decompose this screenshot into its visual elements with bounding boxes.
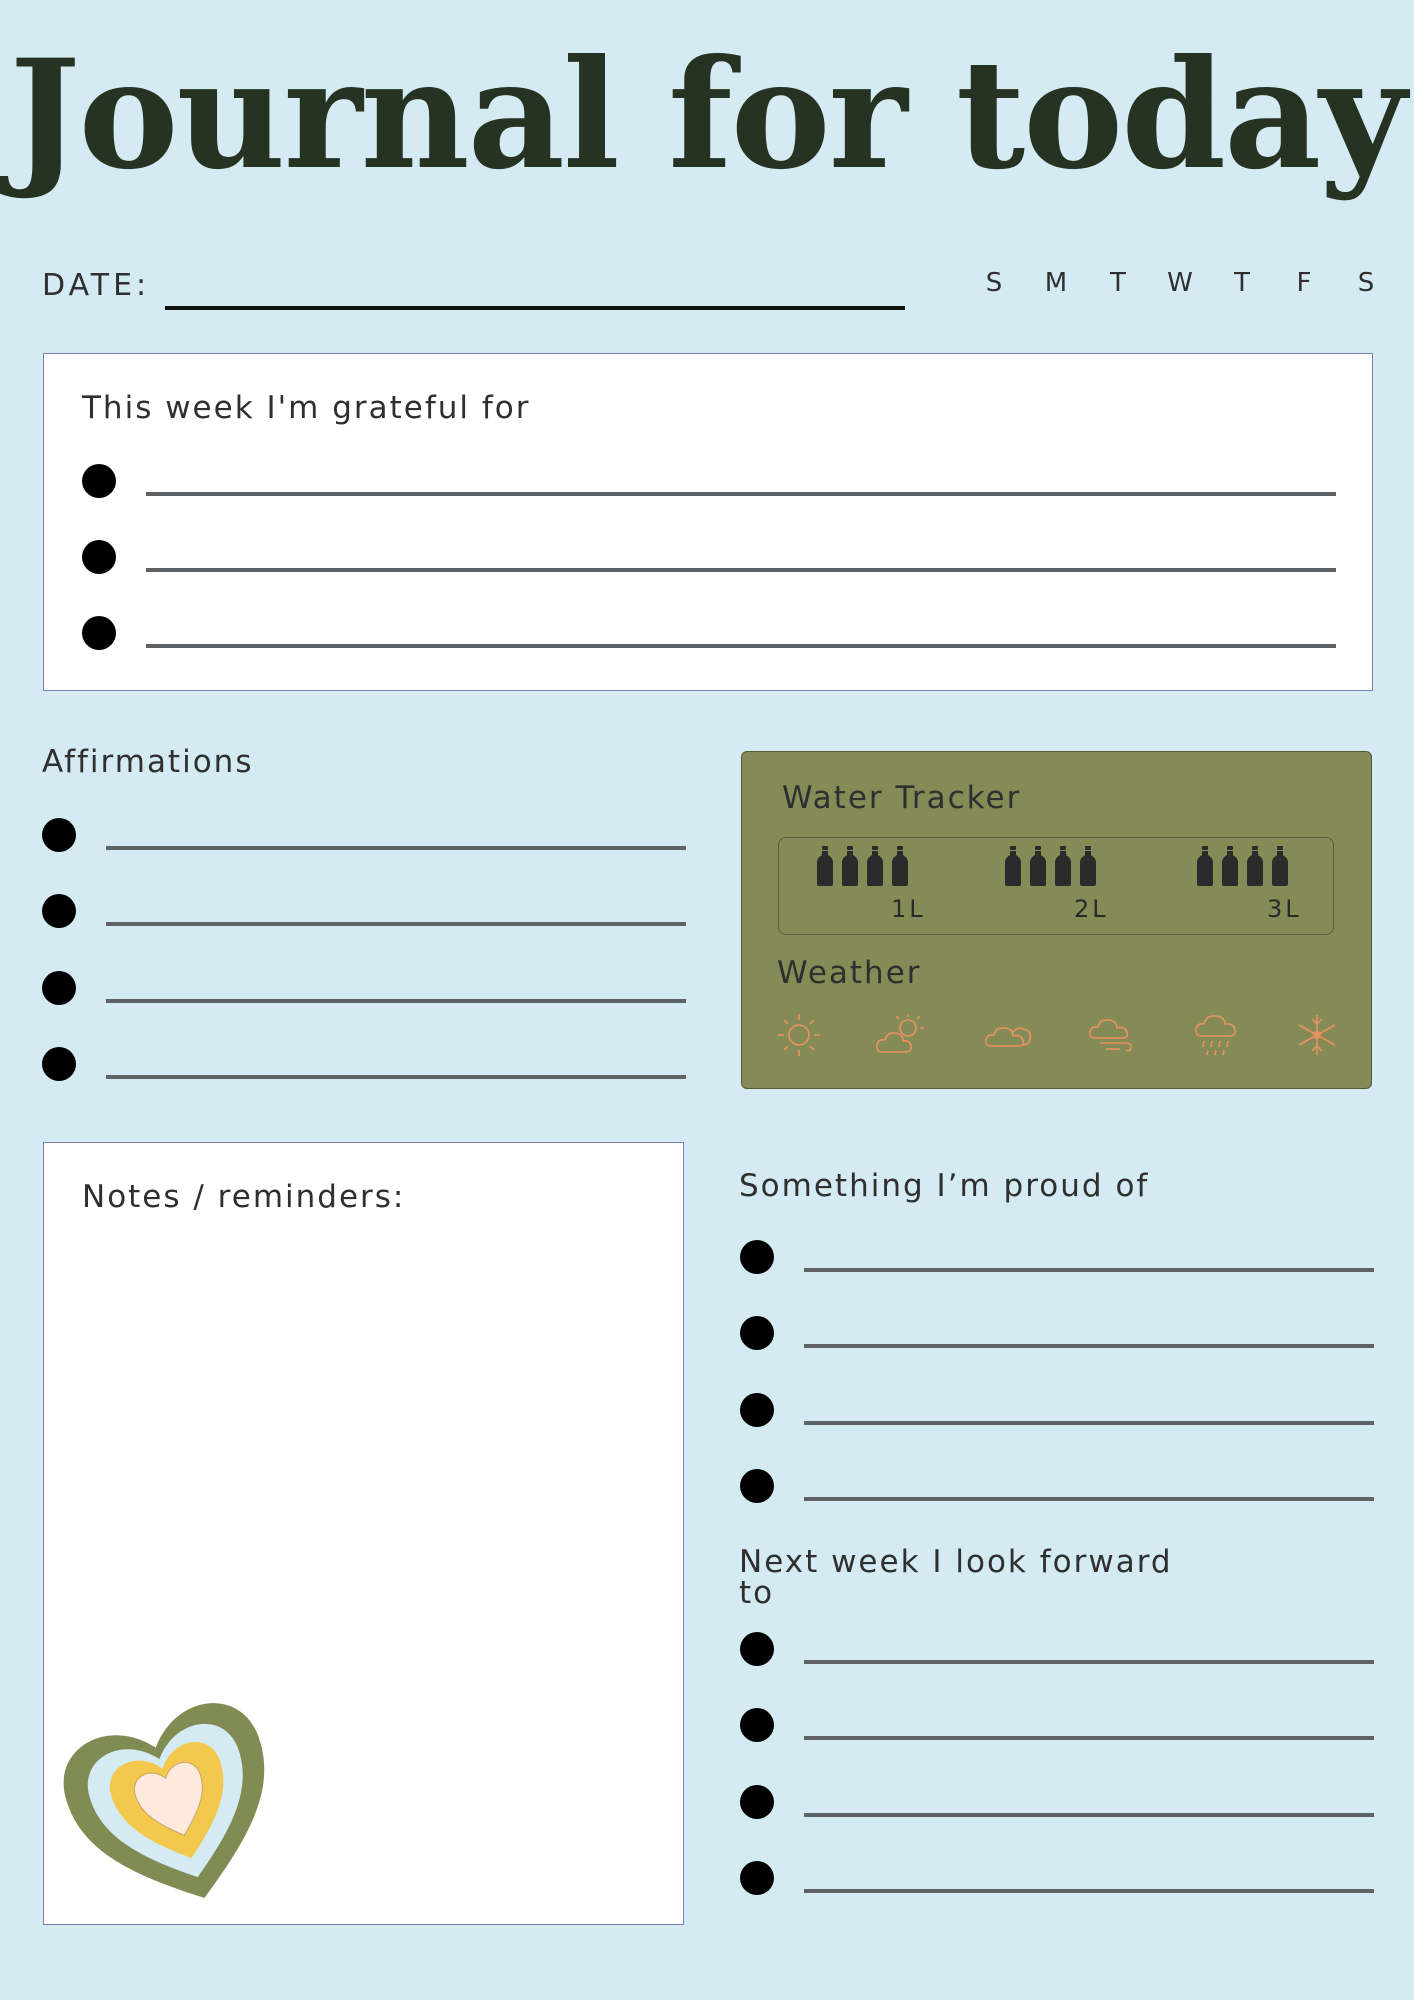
proud-entry[interactable]: [740, 1240, 1374, 1280]
water-bottle-icon[interactable]: [1197, 846, 1213, 886]
snowflake-icon[interactable]: [1294, 1012, 1340, 1058]
weather-options: [776, 1012, 1332, 1058]
day-sunday[interactable]: S: [985, 268, 1003, 298]
affirmation-entry[interactable]: [42, 894, 687, 934]
writing-line: [146, 492, 1336, 496]
writing-line: [804, 1813, 1374, 1817]
forward-entry[interactable]: [740, 1861, 1374, 1901]
water-bottle-icon[interactable]: [1080, 846, 1096, 886]
bullet-icon: [82, 464, 116, 498]
water-tracker-title: Water Tracker: [782, 780, 1022, 816]
bullet-icon: [740, 1240, 774, 1274]
writing-line: [804, 1344, 1374, 1348]
proud-entry[interactable]: [740, 1469, 1374, 1509]
bullet-icon: [740, 1785, 774, 1819]
bullet-icon: [740, 1632, 774, 1666]
water-bottle-icon[interactable]: [1055, 846, 1071, 886]
forward-title-line2: to: [739, 1575, 775, 1611]
liter-label-1l: 1L: [891, 895, 926, 923]
grateful-entry[interactable]: [82, 464, 1352, 504]
writing-line: [804, 1497, 1374, 1501]
notes-box[interactable]: [43, 1142, 684, 1925]
grateful-entry[interactable]: [82, 616, 1352, 656]
weather-title: Weather: [777, 955, 922, 991]
grateful-entry[interactable]: [82, 540, 1352, 580]
writing-line: [146, 644, 1336, 648]
cloud-icon[interactable]: [982, 1012, 1036, 1058]
writing-line: [106, 1075, 686, 1079]
proud-entry[interactable]: [740, 1316, 1374, 1356]
bullet-icon: [82, 540, 116, 574]
forward-title-line1: Next week I look forward: [739, 1544, 1173, 1580]
water-bottle-icon[interactable]: [1222, 846, 1238, 886]
writing-line: [146, 568, 1336, 572]
affirmation-entry[interactable]: [42, 1047, 687, 1087]
heart-icon: [58, 1683, 288, 1919]
date-field[interactable]: [165, 306, 905, 310]
notes-title: Notes / reminders:: [82, 1179, 406, 1215]
writing-line: [804, 1268, 1374, 1272]
bullet-icon: [42, 1047, 76, 1081]
water-bottle-icon[interactable]: [1030, 846, 1046, 886]
day-wednesday[interactable]: W: [1167, 268, 1193, 298]
writing-line: [804, 1736, 1374, 1740]
date-label: DATE:: [42, 268, 151, 303]
writing-line: [804, 1889, 1374, 1893]
page-title: Journal for today: [9, 27, 1405, 203]
day-tuesday[interactable]: T: [1110, 268, 1126, 298]
proud-entry[interactable]: [740, 1393, 1374, 1433]
day-saturday[interactable]: S: [1357, 268, 1375, 298]
water-bottle-icon[interactable]: [817, 846, 833, 886]
bullet-icon: [740, 1469, 774, 1503]
water-bottle-icon[interactable]: [1005, 846, 1021, 886]
water-bottle-icon[interactable]: [842, 846, 858, 886]
writing-line: [106, 846, 686, 850]
water-tracker-box: [778, 837, 1334, 935]
writing-line: [804, 1660, 1374, 1664]
water-bottle-icon[interactable]: [892, 846, 908, 886]
bottle-group-3l: [1197, 846, 1288, 886]
bottle-group-2l: [1005, 846, 1096, 886]
bullet-icon: [740, 1861, 774, 1895]
liter-label-3l: 3L: [1267, 895, 1302, 923]
affirmations-title: Affirmations: [42, 744, 254, 780]
forward-entry[interactable]: [740, 1632, 1374, 1672]
weekday-selector: [980, 268, 1380, 298]
grateful-box: [43, 353, 1373, 691]
windy-icon[interactable]: [1086, 1012, 1140, 1058]
water-bottle-icon[interactable]: [1247, 846, 1263, 886]
day-thursday[interactable]: T: [1234, 268, 1250, 298]
partly-cloudy-icon[interactable]: [874, 1012, 928, 1058]
bullet-icon: [82, 616, 116, 650]
sun-icon[interactable]: [776, 1012, 822, 1058]
day-friday[interactable]: F: [1296, 268, 1312, 298]
water-bottle-icon[interactable]: [867, 846, 883, 886]
forward-entry[interactable]: [740, 1708, 1374, 1748]
bullet-icon: [42, 818, 76, 852]
bullet-icon: [740, 1316, 774, 1350]
bullet-icon: [42, 894, 76, 928]
grateful-title: This week I'm grateful for: [82, 390, 531, 426]
water-bottle-icon[interactable]: [1272, 846, 1288, 886]
forward-entry[interactable]: [740, 1785, 1374, 1825]
writing-line: [804, 1421, 1374, 1425]
bullet-icon: [740, 1708, 774, 1742]
water-weather-panel: [741, 751, 1372, 1089]
writing-line: [106, 999, 686, 1003]
liter-label-2l: 2L: [1074, 895, 1109, 923]
day-monday[interactable]: M: [1044, 268, 1068, 298]
bottle-group-1l: [817, 846, 908, 886]
rain-icon[interactable]: [1192, 1012, 1242, 1058]
bullet-icon: [740, 1393, 774, 1427]
affirmation-entry[interactable]: [42, 818, 687, 858]
writing-line: [106, 922, 686, 926]
affirmation-entry[interactable]: [42, 971, 687, 1011]
proud-title: Something I’m proud of: [739, 1168, 1150, 1204]
bullet-icon: [42, 971, 76, 1005]
